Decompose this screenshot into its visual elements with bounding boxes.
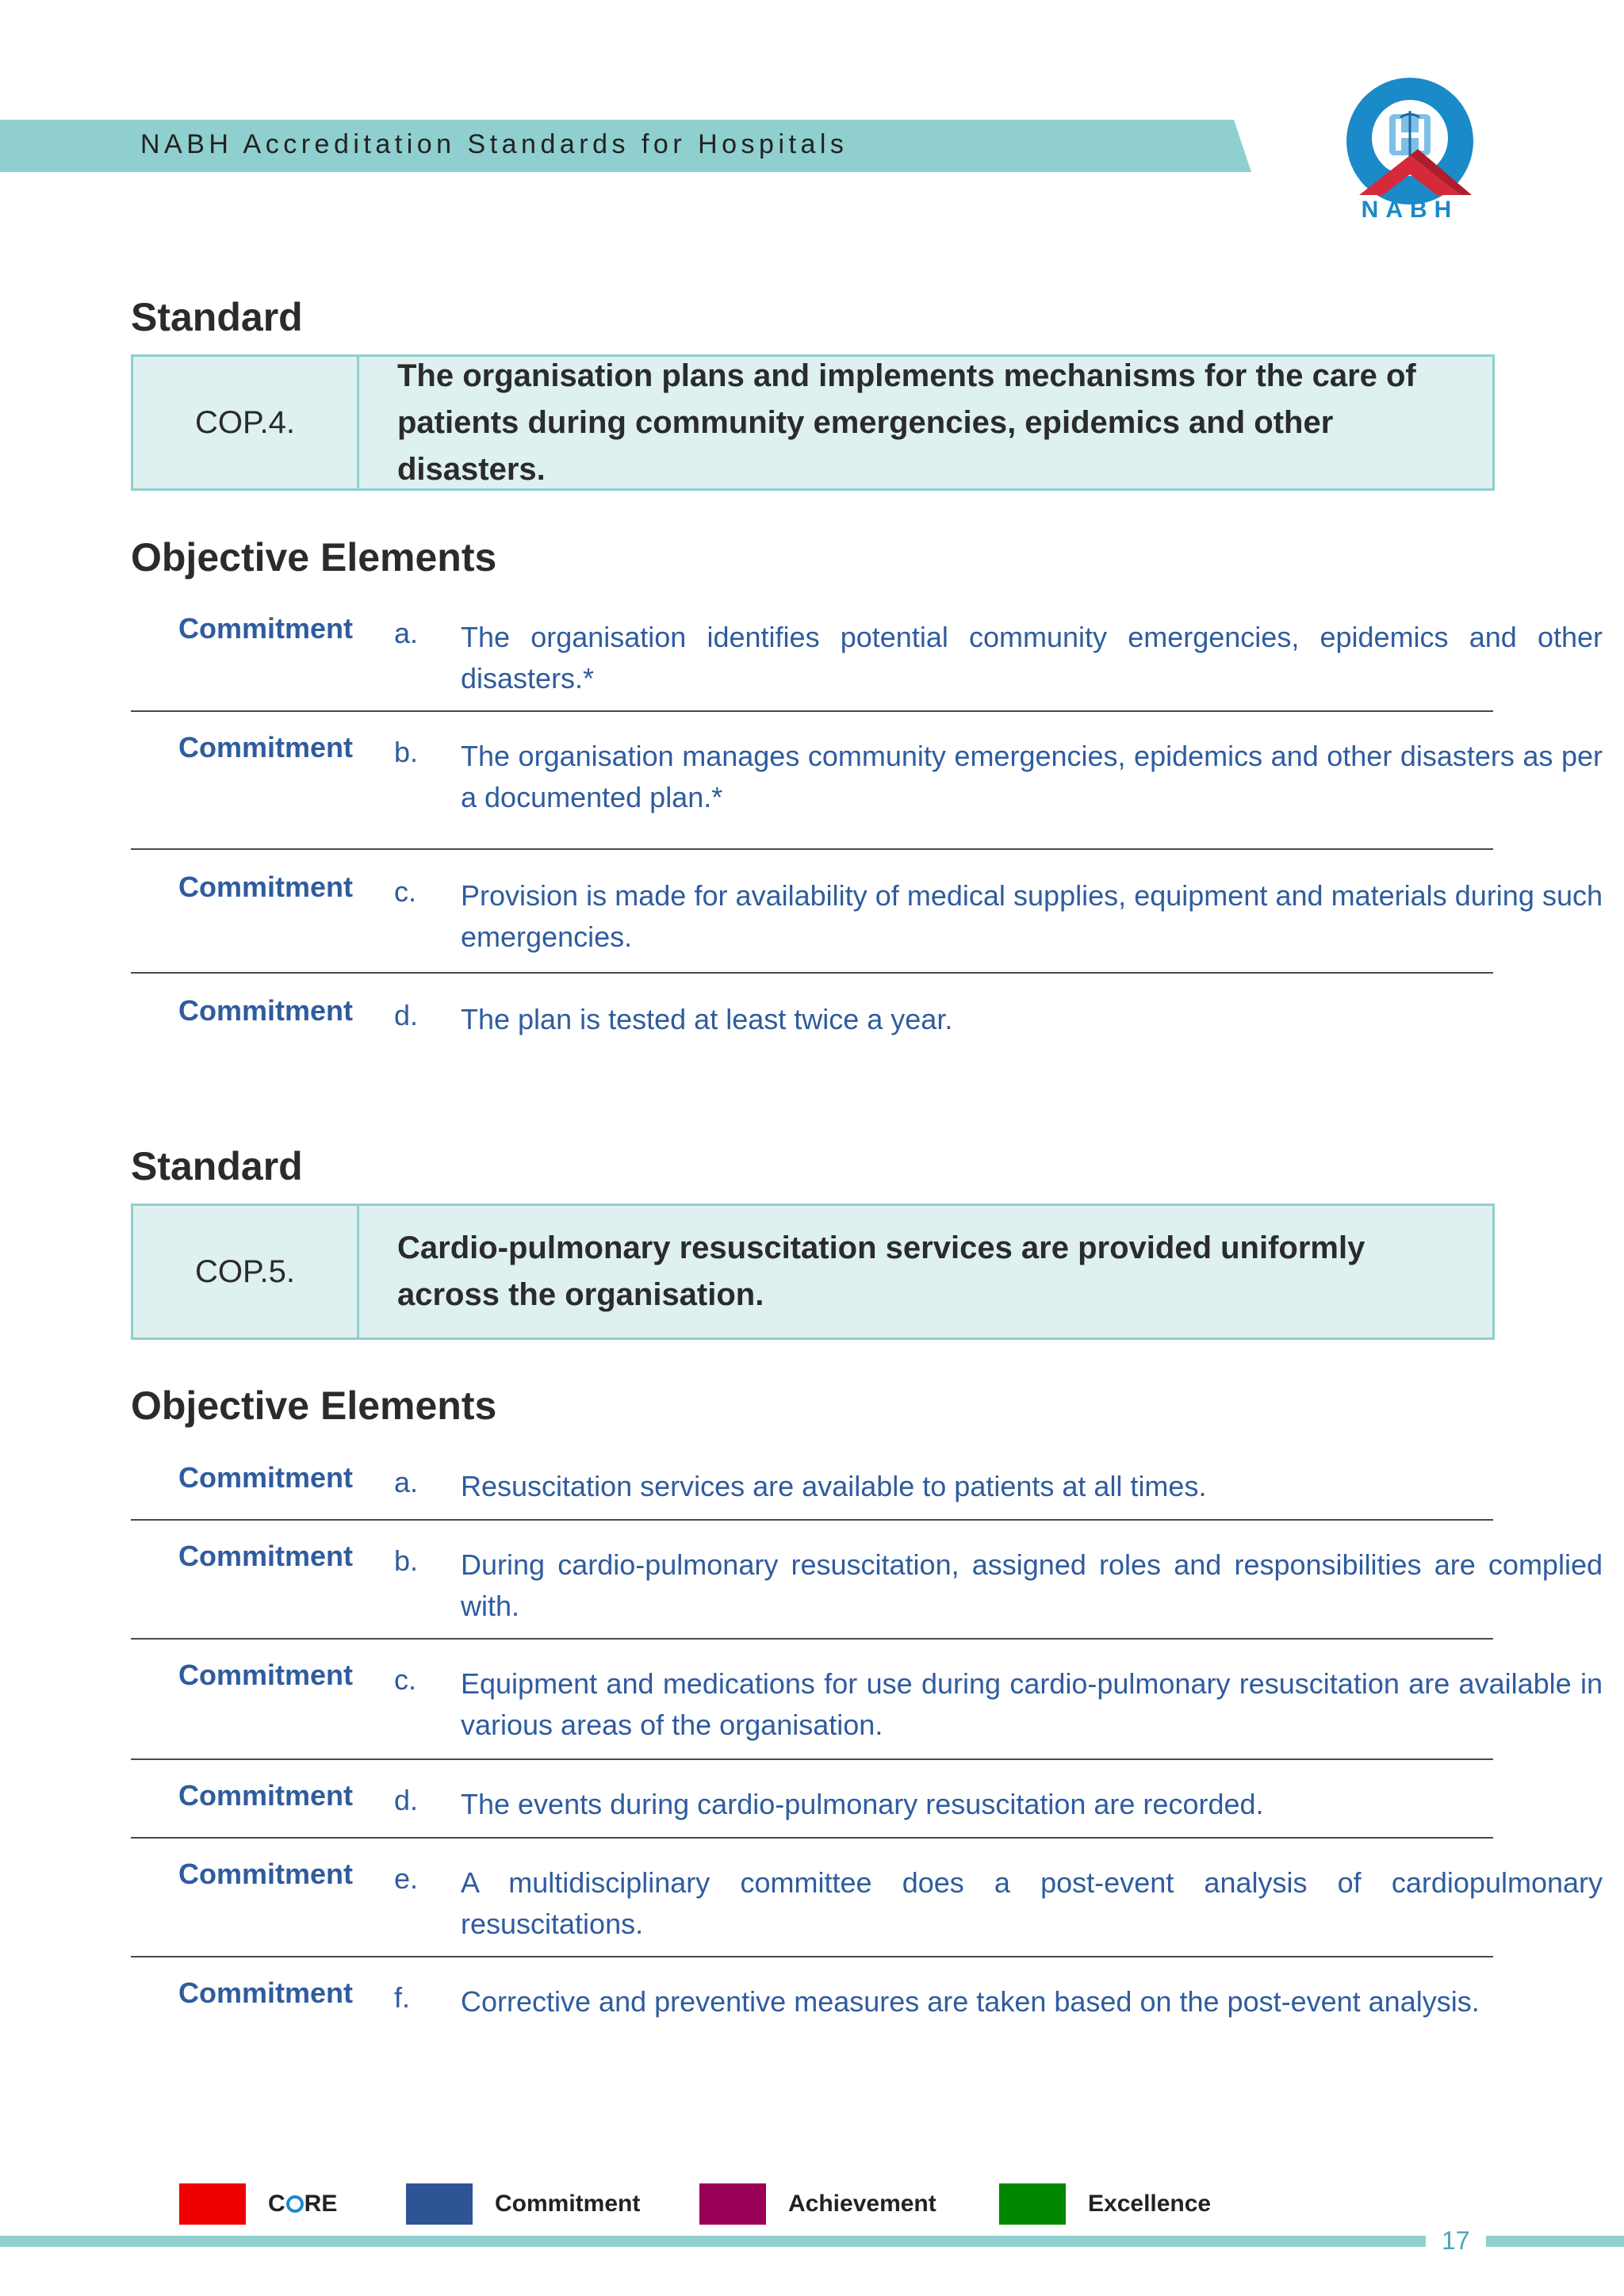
element-letter: b. bbox=[394, 736, 419, 768]
objective-elements-list bbox=[131, 1461, 1603, 2032]
standard-box bbox=[131, 354, 1495, 491]
legend-label-core: C RE bbox=[268, 2191, 338, 2217]
list-item bbox=[131, 731, 1603, 850]
list-item bbox=[131, 1659, 1603, 1760]
list-item bbox=[131, 1461, 1493, 1521]
standard-box bbox=[131, 1203, 1495, 1340]
element-type: Commitment bbox=[178, 1976, 354, 2009]
element-type: Commitment bbox=[178, 1659, 354, 1691]
legend-swatch-commitment bbox=[406, 2183, 473, 2225]
list-item bbox=[131, 994, 1493, 1058]
element-text: The events during cardio-pulmonary resuscitation are recorded. bbox=[461, 1788, 1264, 1820]
legend-label-excellence: Excellence bbox=[1088, 2191, 1212, 2217]
footer-bar bbox=[1486, 2236, 1624, 2247]
element-letter: b. bbox=[394, 1544, 419, 1577]
legend-swatch-achievement bbox=[699, 2183, 766, 2225]
standard-text: Cardio-pulmonary resuscitation services are provided uniformly across the organisation. bbox=[397, 1230, 1365, 1312]
element-type: Commitment bbox=[178, 731, 354, 763]
element-letter: f. bbox=[394, 1981, 411, 2014]
element-text: Corrective and preventive measures are taken based on the post-event analysis. bbox=[461, 1985, 1480, 2018]
element-type: Commitment bbox=[178, 994, 354, 1027]
element-text: During cardio-pulmonary resuscitation, assigned roles and responsibilities are complied with. bbox=[461, 1548, 1603, 1622]
list-item bbox=[131, 1540, 1603, 1640]
objective-elements-heading: Objective Elements bbox=[131, 1383, 497, 1428]
element-text: The organisation manages community emergencies, epidemics and other disasters as per a documented plan.* bbox=[461, 740, 1603, 813]
objective-elements-list bbox=[131, 612, 1603, 1058]
standard-code: COP.4. bbox=[133, 357, 359, 488]
element-type: Commitment bbox=[178, 871, 354, 903]
element-text: Provision is made for availability of medical supplies, equipment and materials during such emergencies. bbox=[461, 879, 1603, 953]
section-heading: Standard bbox=[131, 1144, 303, 1188]
element-text: Resuscitation services are available to patients at all times. bbox=[461, 1470, 1207, 1502]
element-type: Commitment bbox=[178, 1540, 354, 1572]
element-text: Equipment and medications for use during cardio-pulmonary resuscitation are available in various areas of the organisation. bbox=[461, 1667, 1603, 1741]
header-title: NABH Accreditation Standards for Hospitals bbox=[140, 129, 848, 159]
element-letter: c. bbox=[394, 1663, 417, 1696]
element-text: A multidisciplinary committee does a post-event analysis of cardiopulmonary resuscitations. bbox=[461, 1866, 1603, 1940]
legend-label-commitment: Commitment bbox=[495, 2191, 641, 2217]
legend-achievement bbox=[699, 2183, 936, 2225]
legend-swatch-core bbox=[179, 2183, 246, 2225]
objective-elements-heading: Objective Elements bbox=[131, 535, 497, 580]
legend-label-achievement: Achievement bbox=[788, 2191, 936, 2217]
element-type: Commitment bbox=[178, 1858, 354, 1890]
section-cop4 bbox=[131, 293, 1603, 1035]
element-letter: e. bbox=[394, 1862, 419, 1895]
element-type: Commitment bbox=[178, 1461, 354, 1494]
element-text: The organisation identifies potential community emergencies, epidemics and other disasters.* bbox=[461, 621, 1603, 695]
page-number: 17 bbox=[1442, 2226, 1470, 2255]
element-letter: a. bbox=[394, 617, 419, 649]
element-letter: d. bbox=[394, 1784, 419, 1816]
list-item bbox=[131, 1976, 1493, 2032]
standard-text: The organisation plans and implements mechanisms for the care of patients during community emergencies, epidemics and other disasters. bbox=[397, 358, 1416, 487]
footer-bar bbox=[0, 2236, 1426, 2247]
legend-core bbox=[179, 2183, 337, 2225]
element-type: Commitment bbox=[178, 612, 354, 645]
logo-text: NABH bbox=[1361, 197, 1459, 223]
element-letter: a. bbox=[394, 1466, 419, 1498]
core-o-icon bbox=[286, 2195, 304, 2213]
section-cop5 bbox=[131, 1142, 1603, 2018]
legend-excellence bbox=[999, 2183, 1211, 2225]
element-letter: d. bbox=[394, 999, 419, 1031]
list-item bbox=[131, 1779, 1493, 1839]
standard-code: COP.5. bbox=[133, 1206, 359, 1337]
section-heading: Standard bbox=[131, 295, 303, 339]
legend-swatch-excellence bbox=[999, 2183, 1066, 2225]
element-letter: c. bbox=[394, 875, 417, 908]
list-item bbox=[131, 612, 1603, 712]
element-text: The plan is tested at least twice a year. bbox=[461, 1003, 953, 1035]
list-item bbox=[131, 1858, 1603, 1957]
element-type: Commitment bbox=[178, 1779, 354, 1812]
legend-commitment bbox=[406, 2183, 640, 2225]
list-item bbox=[131, 871, 1603, 974]
